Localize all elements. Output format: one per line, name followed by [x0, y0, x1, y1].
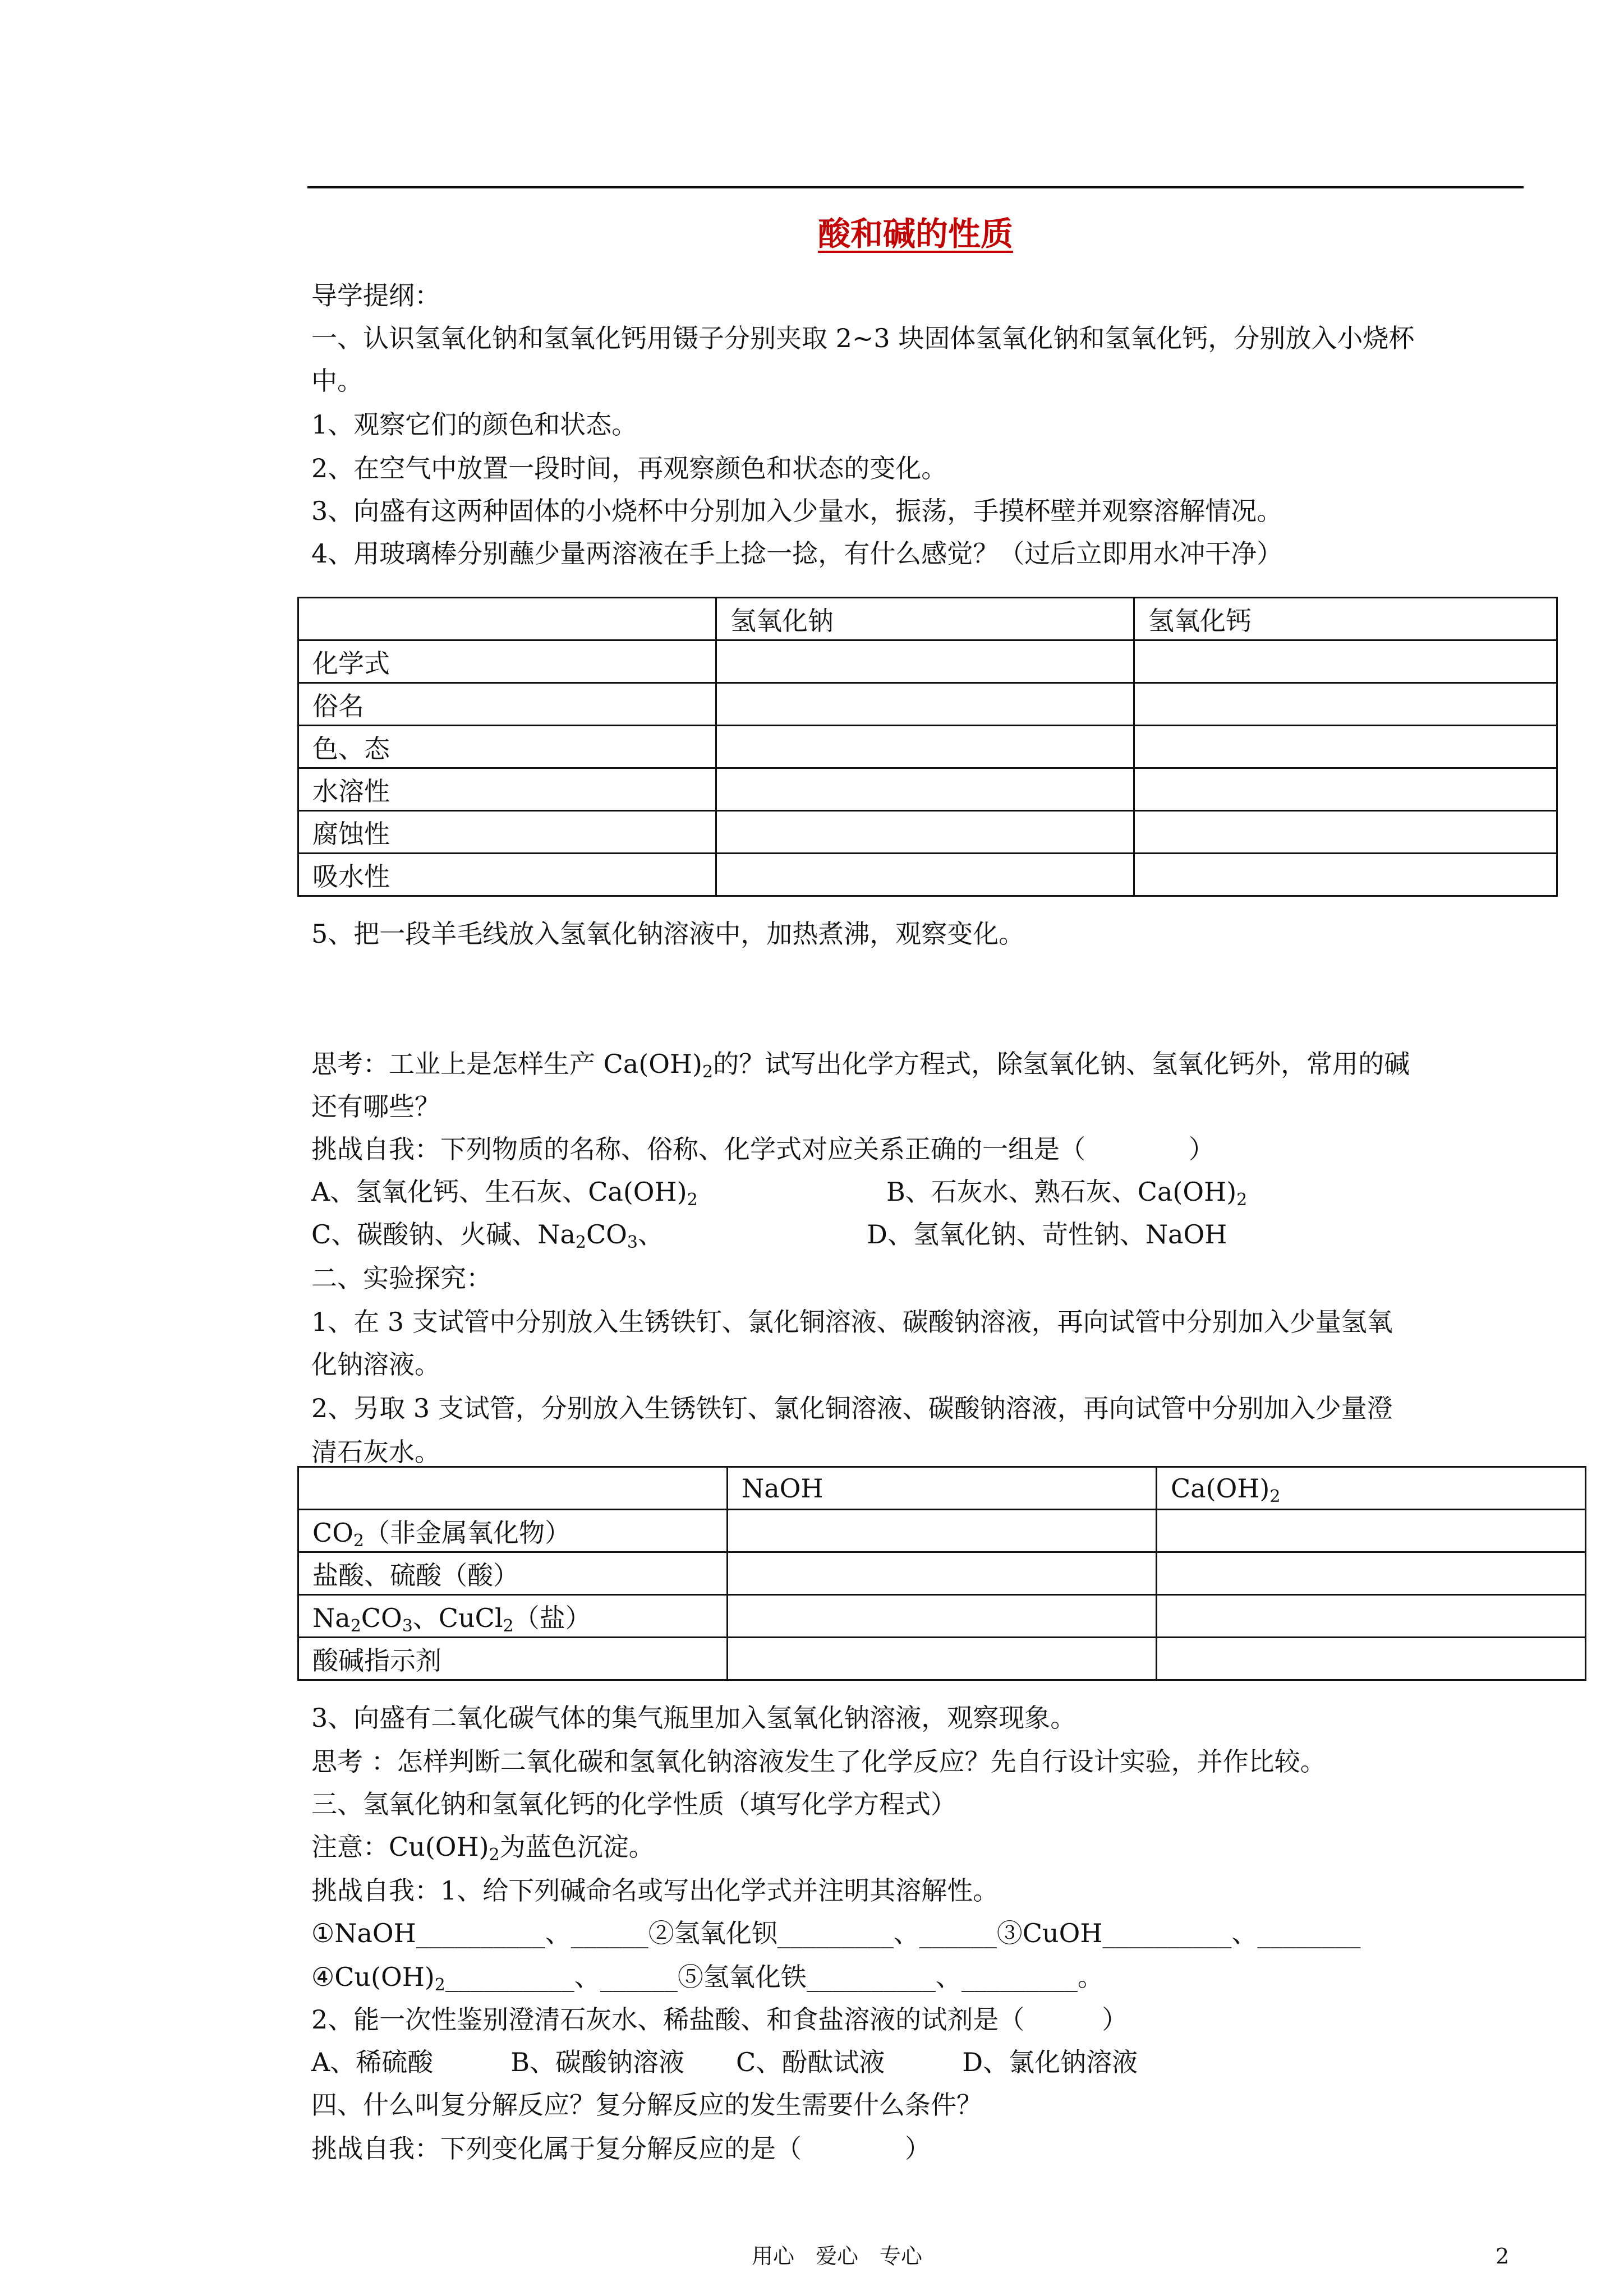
header-rule: [307, 186, 1524, 188]
row-label: 腐蚀性: [298, 811, 716, 854]
option-c[interactable]: C、碳酸钠、火碱、$Na_2CO_3$、: [311, 1219, 664, 1252]
think-question-1-cont: 还有哪些？: [311, 1091, 440, 1122]
answer-cell[interactable]: [1157, 1552, 1586, 1595]
answer-cell[interactable]: [716, 726, 1134, 768]
answer-cell[interactable]: [716, 683, 1134, 726]
table-row: [298, 1595, 1586, 1638]
intro-label: 导学提纲：: [311, 280, 440, 311]
answer-cell[interactable]: [716, 811, 1134, 854]
row-label: 俗名: [298, 683, 716, 726]
table-header-cell: [298, 598, 716, 640]
table-row: [298, 1638, 1586, 1680]
answer-cell[interactable]: [716, 640, 1134, 683]
row-label: 化学式: [298, 640, 716, 683]
answer-cell[interactable]: [716, 768, 1134, 811]
experiment-2-cont: 清石灰水。: [311, 1437, 440, 1467]
footer-motto: 用心 爱心 专心: [752, 2244, 923, 2269]
table-row: [298, 683, 1557, 726]
answer-cell[interactable]: [1157, 1510, 1586, 1552]
answer-cell[interactable]: [1134, 726, 1557, 768]
answer-cell[interactable]: [1134, 811, 1557, 854]
answer-cell[interactable]: [1157, 1595, 1586, 1638]
page-title: 酸和碱的性质: [817, 215, 1013, 253]
fill-in-line-2[interactable]: $④Cu(OH)_2\_\_\_\_\_\_\_\_\_\_$、______⑤氢氧化铁__________、_________。: [311, 1962, 1103, 1995]
answer-cell[interactable]: [1134, 683, 1557, 726]
section1-heading: 一、认识氢氧化钠和氢氧化钙用镊子分别夹取 2~3 块固体氢氧化钠和氢氧化钙，分别放入小烧杯: [311, 323, 1415, 353]
table-row: [298, 726, 1557, 768]
table-header-cell: 氢氧化钙: [1134, 598, 1557, 640]
table-row: [298, 1467, 1586, 1510]
row-label: $Na_2CO_3$、CuCl$_2$（盐）: [298, 1595, 728, 1638]
table-row: [298, 598, 1557, 640]
table-row: [298, 1552, 1586, 1595]
challenge-question-2: 挑战自我：1、给下列碱命名或写出化学式并注明其溶解性。: [311, 1875, 999, 1906]
answer-cell[interactable]: [716, 854, 1134, 896]
table-row: [298, 854, 1557, 896]
experiment-2: 2、另取 3 支试管，分别放入生锈铁钉、氯化铜溶液、碳酸钠溶液，再向试管中分别加入少量澄: [311, 1393, 1393, 1423]
reaction-table: [297, 1466, 1586, 1681]
answer-cell[interactable]: [1157, 1638, 1586, 1680]
answer-cell[interactable]: [1134, 854, 1557, 896]
answer-cell[interactable]: [728, 1510, 1157, 1552]
table-row: [298, 1510, 1586, 1552]
table-header-cell: $Ca(OH)_2$: [1157, 1467, 1586, 1510]
experiment-1: 1、在 3 支试管中分别放入生锈铁钉、氯化铜溶液、碳酸钠溶液，再向试管中分别加入少量氢氧: [311, 1307, 1393, 1337]
section1-heading-cont: 中。: [311, 366, 363, 396]
table-row: [298, 640, 1557, 683]
row-label: 色、态: [298, 726, 716, 768]
row-label: $CO_2$（非金属氧化物）: [298, 1510, 728, 1552]
note: 注意：$Cu(OH)_2$为蓝色沉淀。: [311, 1832, 655, 1865]
row-label: 盐酸、硫酸（酸）: [298, 1552, 728, 1595]
section1-step4: 4、用玻璃棒分别蘸少量两溶液在手上捻一捻，有什么感觉？（过后立即用水冲干净）: [311, 538, 1283, 569]
section2-heading: 二、实验探究：: [311, 1263, 492, 1293]
row-label: 水溶性: [298, 768, 716, 811]
challenge-question-3: 挑战自我：下列变化属于复分解反应的是（ ）: [311, 2133, 931, 2164]
think-question-2: 思考 ：怎样判断二氧化碳和氢氧化钠溶液发生了化学反应？先自行设计实验，并作比较。: [311, 1746, 1326, 1777]
section1-step5: 5、把一段羊毛线放入氢氧化钠溶液中，加热煮沸，观察变化。: [311, 919, 1025, 949]
section1-step1: 1、观察它们的颜色和状态。: [311, 409, 638, 440]
row-label: 吸水性: [298, 854, 716, 896]
answer-cell[interactable]: [1134, 640, 1557, 683]
option-b[interactable]: B、石灰水、熟石灰、$Ca(OH)_2$: [886, 1177, 1248, 1210]
table-row: [298, 811, 1557, 854]
answer-cell[interactable]: [728, 1595, 1157, 1638]
option-a[interactable]: A、氢氧化钙、生石灰、$Ca(OH)_2$: [311, 1177, 698, 1210]
property-table: [297, 597, 1558, 897]
answer-cell[interactable]: [1134, 768, 1557, 811]
table-row: [298, 768, 1557, 811]
experiment-1-cont: 化钠溶液。: [311, 1349, 440, 1380]
section1-step2: 2、在空气中放置一段时间，再观察颜色和状态的变化。: [311, 453, 947, 483]
answer-cell[interactable]: [728, 1552, 1157, 1595]
table-header-cell: NaOH: [728, 1467, 1157, 1510]
section1-step3: 3、向盛有这两种固体的小烧杯中分别加入少量水，振荡，手摸杯壁并观察溶解情况。: [311, 496, 1283, 526]
challenge-question-1: 挑战自我：下列物质的名称、俗称、化学式对应关系正确的一组是（ ）: [311, 1134, 1214, 1164]
section4-heading: 四、什么叫复分解反应？复分解反应的发生需要什么条件？: [311, 2090, 982, 2120]
experiment-3: 3、向盛有二氧化碳气体的集气瓶里加入氢氧化钠溶液，观察现象。: [311, 1703, 1076, 1733]
page-number: 2: [1496, 2244, 1510, 2269]
fill-in-line-1[interactable]: ①NaOH__________、______②氢氧化钡_________、______③CuOH__________、________: [311, 1918, 1361, 1948]
option-d[interactable]: D、氢氧化钠、苛性钠、NaOH: [867, 1219, 1227, 1250]
think-question-1: 思考：工业上是怎样生产 $Ca(OH)_2$的？试写出化学方程式，除氢氧化钠、氢氧化钙外，常用的碱: [311, 1049, 1410, 1082]
table-header-cell: [298, 1467, 728, 1510]
section3-heading: 三、氢氧化钠和氢氧化钙的化学性质（填写化学方程式）: [311, 1789, 956, 1819]
answer-cell[interactable]: [728, 1638, 1157, 1680]
row-label: 酸碱指示剂: [298, 1638, 728, 1680]
question-2: 2、能一次性鉴别澄清石灰水、稀盐酸、和食盐溶液的试剂是（ ）: [311, 2004, 1128, 2035]
table-header-cell: 氢氧化钠: [716, 598, 1134, 640]
question-2-options[interactable]: A、稀硫酸 B、碳酸钠溶液 C、酚酞试液 D、氯化钠溶液: [311, 2047, 1138, 2077]
